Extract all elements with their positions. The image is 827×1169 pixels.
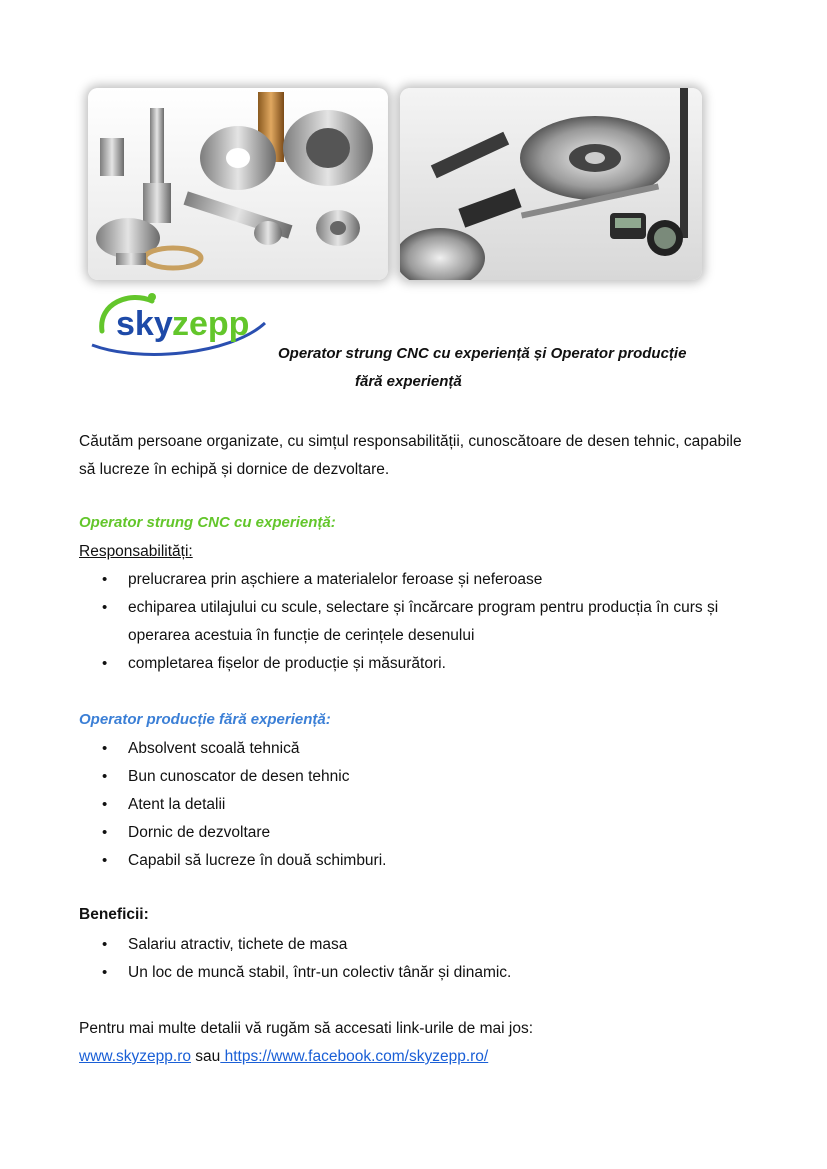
website-link[interactable]: www.skyzepp.ro: [79, 1048, 191, 1065]
list-item: • Absolvent scoală tehnică: [79, 735, 759, 763]
list-item: • Atent la detalii: [79, 791, 759, 819]
section-heading-operator: Operator producție fără experiență:: [79, 711, 331, 728]
list-item: • completarea fișelor de producție și măsurători.: [79, 650, 759, 678]
list-item: • Dornic de dezvoltare: [79, 819, 759, 847]
logo-text-sky: sky: [116, 305, 173, 343]
section-heading-cnc: Operator strung CNC cu experiență:: [79, 514, 336, 531]
responsibilities-subheading: Responsabilități:: [79, 543, 193, 560]
machined-parts-photo: [88, 88, 388, 280]
benefits-heading: Beneficii:: [79, 906, 149, 923]
links-separator: sau: [190, 1048, 221, 1065]
list-item: • Salariu atractiv, tichete de masa: [79, 931, 759, 959]
list-item: • prelucrarea prin așchiere a materialelor feroase și neferoase: [79, 566, 759, 594]
intro-paragraph: Căutăm persoane organizate, cu simțul responsabilității, cunoscătoare de desen tehnic, capabile să lucreze în echipă și dornice de dezvoltare.: [79, 433, 742, 478]
cnc-responsibilities-list: [79, 566, 759, 678]
footer-text: Pentru mai multe detalii vă rugăm să accesati link-urile de mai jos:: [79, 1020, 533, 1037]
list-item: • Bun cunoscator de desen tehnic: [79, 763, 759, 791]
document-title-line-1: Operator strung CNC cu experiență și Operator producție: [278, 345, 687, 362]
footer-links: [79, 1043, 488, 1071]
measuring-tools-photo: [400, 88, 702, 280]
logo-text-zepp: zepp: [172, 305, 250, 343]
operator-requirements-list: [79, 735, 759, 875]
list-item: • Un loc de muncă stabil, într-un colectiv tânăr și dinamic.: [79, 959, 759, 987]
facebook-link[interactable]: https://www.facebook.com/skyzepp.ro/: [220, 1048, 489, 1065]
benefits-list: [79, 931, 759, 987]
document-title-line-2: fără experiență: [355, 373, 462, 390]
list-item: • Capabil să lucreze în două schimburi.: [79, 847, 759, 875]
list-item: • echiparea utilajului cu scule, selectare și încărcare program pentru producția în curs și operarea acestuia în funcție de cerințele desenului: [79, 594, 759, 650]
